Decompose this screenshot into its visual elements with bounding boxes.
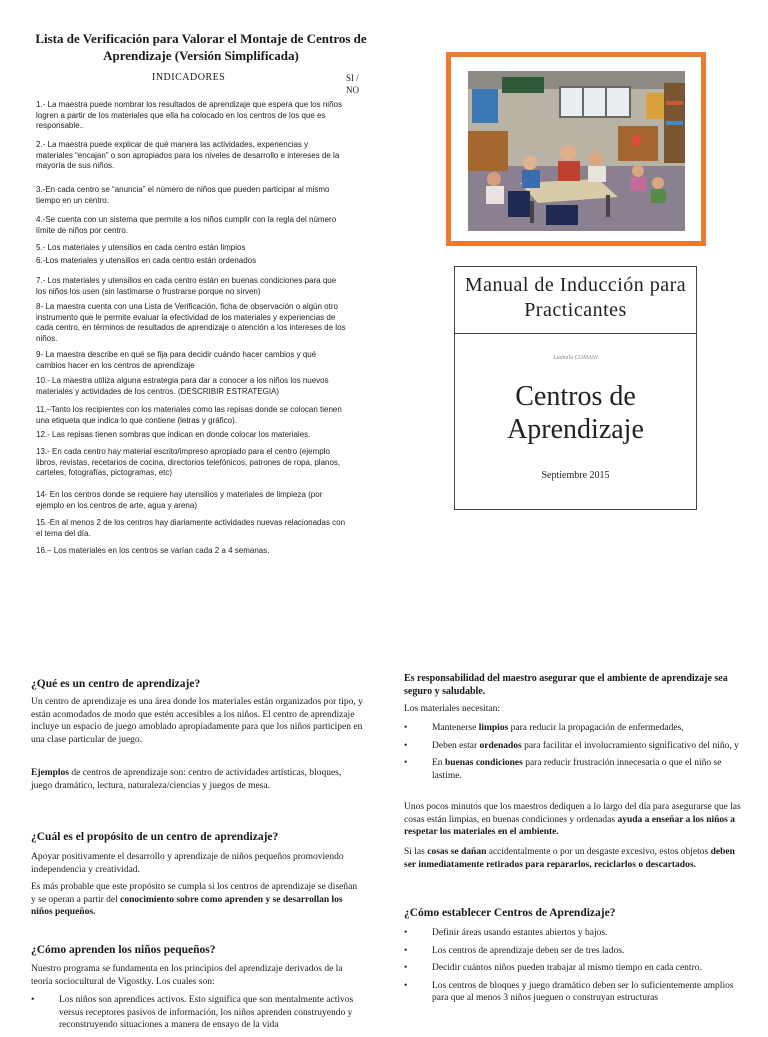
text: Deben estar [432, 740, 480, 751]
checklist-item: 2.- La maestra puede explicar de qué manera las actividades, experiencias y materiales “encajan” o son apropiados para los niveles de desarrollo e intereses de la mayoría de sus niños. [36, 140, 340, 170]
cover-author: Ludmila COMANI [553, 355, 598, 361]
list-item [404, 757, 742, 782]
section-heading-responsibility: Es responsabilidad del maestro asegurar que el ambiente de aprendizaje sea seguro y saludable. [404, 673, 728, 697]
si-no-header: SI / NO [346, 73, 359, 95]
section-heading-how-learn: ¿Cómo aprenden los niños pequeños? [31, 944, 216, 956]
checklist-item: 4.-Se cuenta con un sistema que permite a los niños cumplir con la regla del número límite de niños por centro. [36, 215, 337, 235]
classroom-illustration [468, 71, 685, 231]
bullet-list [404, 722, 742, 787]
checklist-item: 7.- Los materiales y utensilios en cada centro están en buenas condiciones para que los niños los usen (sin lastimarse o frustrarse porque no sirven) [36, 276, 337, 296]
text: Es más probable que este propósito se cumpla si los centros de aprendizaje se diseñan y se operan a partir del [31, 882, 358, 905]
bold-text: ayuda a enseñar a los niños a respetar los materiales en el ambiente. [404, 814, 735, 837]
bold-text: buenas condiciones [444, 758, 523, 768]
checklist-item: 12.- Las repisas tienen sombras que indican en donde colocar los materiales. [36, 430, 311, 439]
paragraph [31, 767, 363, 792]
bold-text: deben ser inmediatamente retirados para repararlos, reciclarlos o descartados. [404, 847, 735, 870]
section-heading-what: ¿Qué es un centro de aprendizaje? [31, 678, 201, 690]
paragraph [31, 881, 363, 919]
checklist-item: 8- La maestra cuenta con una Lista de Verificación, ficha de observación o algún otro instrumento que le permite evaluar la efectividad de los materiales y experiencias de cada centro, en términos de resultados de aprendizaje o atención a los intereses de los niños. [36, 302, 346, 343]
checklist-item: 13.- En cada centro hay material escrito/impreso apropiado para el centro (ejemplo libros, revistas, recetarios de cocina, directorios telefónicos, patrones de ropa, planos, carteles, fotografías, pictogramas, etc) [36, 447, 341, 477]
bold-text: Ejemplos [31, 768, 69, 778]
bullet-list [31, 994, 363, 1037]
bold-text: limpios [478, 723, 509, 733]
checklist-title: Lista de Verificación para Valorar el Montaje de Centros de Aprendizaje (Versión Simplificada) [35, 31, 367, 63]
paragraph: Nuestro programa se fundamenta en los principios del aprendizaje derivados de la teoría sociocultural de Vigostky. Los cuales son: [31, 964, 343, 987]
bullet-list [404, 927, 742, 1010]
text: Unos pocos minutos que los maestros dediquen a lo largo del día para asegurarse que las cosas están limpias, en buenas condiciones y ordenadas [404, 802, 741, 825]
manual-cover [454, 266, 697, 510]
list-item: • Definir áreas usando estantes abiertos y bajos. [404, 927, 742, 940]
paragraph: Los materiales necesitan: [404, 704, 501, 714]
cover-divider [455, 333, 696, 334]
checklist-item: 16.– Los materiales en los centros se varían cada 2 a 4 semanas. [36, 546, 270, 555]
paragraph: Un centro de aprendizaje es una área donde los materiales están organizados por tipo, y están acomodados de modo que estén accesibles a los niños. El centro de aprendizaje incluye un espacio de juego amoblado apropiadamente para que los niños participen en una clase particular de juego. [31, 697, 363, 745]
section-heading-how-establish: ¿Cómo establecer Centros de Aprendizaje? [404, 907, 616, 919]
paragraph: Apoyar positivamente el desarrollo y aprendizaje de niños pequeños promoviendo independencia y creatividad. [31, 852, 344, 875]
section-heading-purpose: ¿Cuál es el propósito de un centro de aprendizaje? [31, 831, 279, 843]
paragraph [404, 846, 742, 871]
checklist-item: 9- La maestra describe en qué se fija para decidir cuándo hacer cambios y qué cambios hacer en los centros de aprendizaje [36, 350, 317, 370]
indicators-header: INDICADORES [152, 72, 226, 83]
list-item: • Decidir cuántos niños pueden trabajar al mismo tiempo en cada centro. [404, 962, 742, 975]
bold-text: cosas se dañan [427, 847, 487, 857]
text: de centros de aprendizaje son: centro de actividades artísticas, bloques, juego dramático, lectura, naturaleza/ciencias y juegos de mesa. [31, 768, 342, 791]
checklist-item: 15.-En al menos 2 de los centros hay diariamente actividades nuevas relacionadas con el tema del día. [36, 518, 346, 538]
text: Mantenerse [432, 723, 479, 733]
cover-main-title: Centros de Aprendizaje [507, 381, 644, 445]
text: accidentalmente o por un desgaste excesivo, estos objetos [486, 847, 711, 857]
bold-text: conocimiento sobre como aprenden y se desarrollan los niños pequeños. [31, 894, 343, 917]
cover-date: Septiembre 2015 [541, 470, 610, 481]
paragraph [404, 801, 742, 839]
list-item: • Los centros de aprendizaje deben ser de tres lados. [404, 945, 742, 958]
list-item [404, 722, 742, 735]
checklist-item: 6.-Los materiales y utensilios en cada centro están ordenados [36, 256, 257, 265]
checklist-item: 5.- Los materiales y utensilios en cada centro están limpios [36, 243, 246, 252]
classroom-photo [468, 71, 685, 231]
text: para reducir frustración innecesaria o que el niño se lastime. [432, 758, 722, 781]
checklist-item: 11.–Tanto los recipientes con los materiales como las repisas donde se colocan tienen una etiqueta que indica lo que contiene (letras y gráfico). [36, 405, 342, 425]
text: Si las [404, 847, 428, 857]
checklist-item: 14- En los centros donde se requiere hay utensilios y materiales de limpieza (por ejemplo en los centros de arte, agua y arena) [36, 490, 323, 510]
checklist-item: 10.- La maestra utiliza alguna estrategia para dar a conocer a los niños los nuevos materiales y actividades de los centros. (DESCRIBIR ESTRATEGIA) [36, 376, 329, 396]
list-item: • Los centros de bloques y juego dramático deben ser lo suficientemente amplios para que al menos 3 niños jueguen o construyan estructuras [404, 980, 742, 1005]
text: para facilitar el involucramiento significativo del niño, y [521, 740, 739, 751]
checklist-item: 1.- La maestra puede nombrar los resultados de aprendizaje que espera que los niños logren a partir de los materiales que ella ha colocado en los centros de los que es responsable.. [36, 100, 342, 130]
photo-frame [446, 52, 706, 246]
text: para reducir la propagación de enfermedades, [508, 723, 684, 733]
bold-text: ordenados [479, 740, 522, 751]
manual-title: Manual de Inducción para Practicantes [464, 274, 687, 321]
list-item: • Los niños son aprendices activos. Esto significa que son mentalmente activos versus receptores pasivos de información, los niños aprenden construyendo y reconstruyendo situaciones a manera de ensayo de la vida [31, 994, 363, 1032]
checklist-item: 3.-En cada centro se “anuncia” el número de niños que pueden participar al mismo tiempo en un centro. [36, 185, 330, 205]
text: En [432, 758, 445, 768]
list-item [404, 740, 742, 753]
